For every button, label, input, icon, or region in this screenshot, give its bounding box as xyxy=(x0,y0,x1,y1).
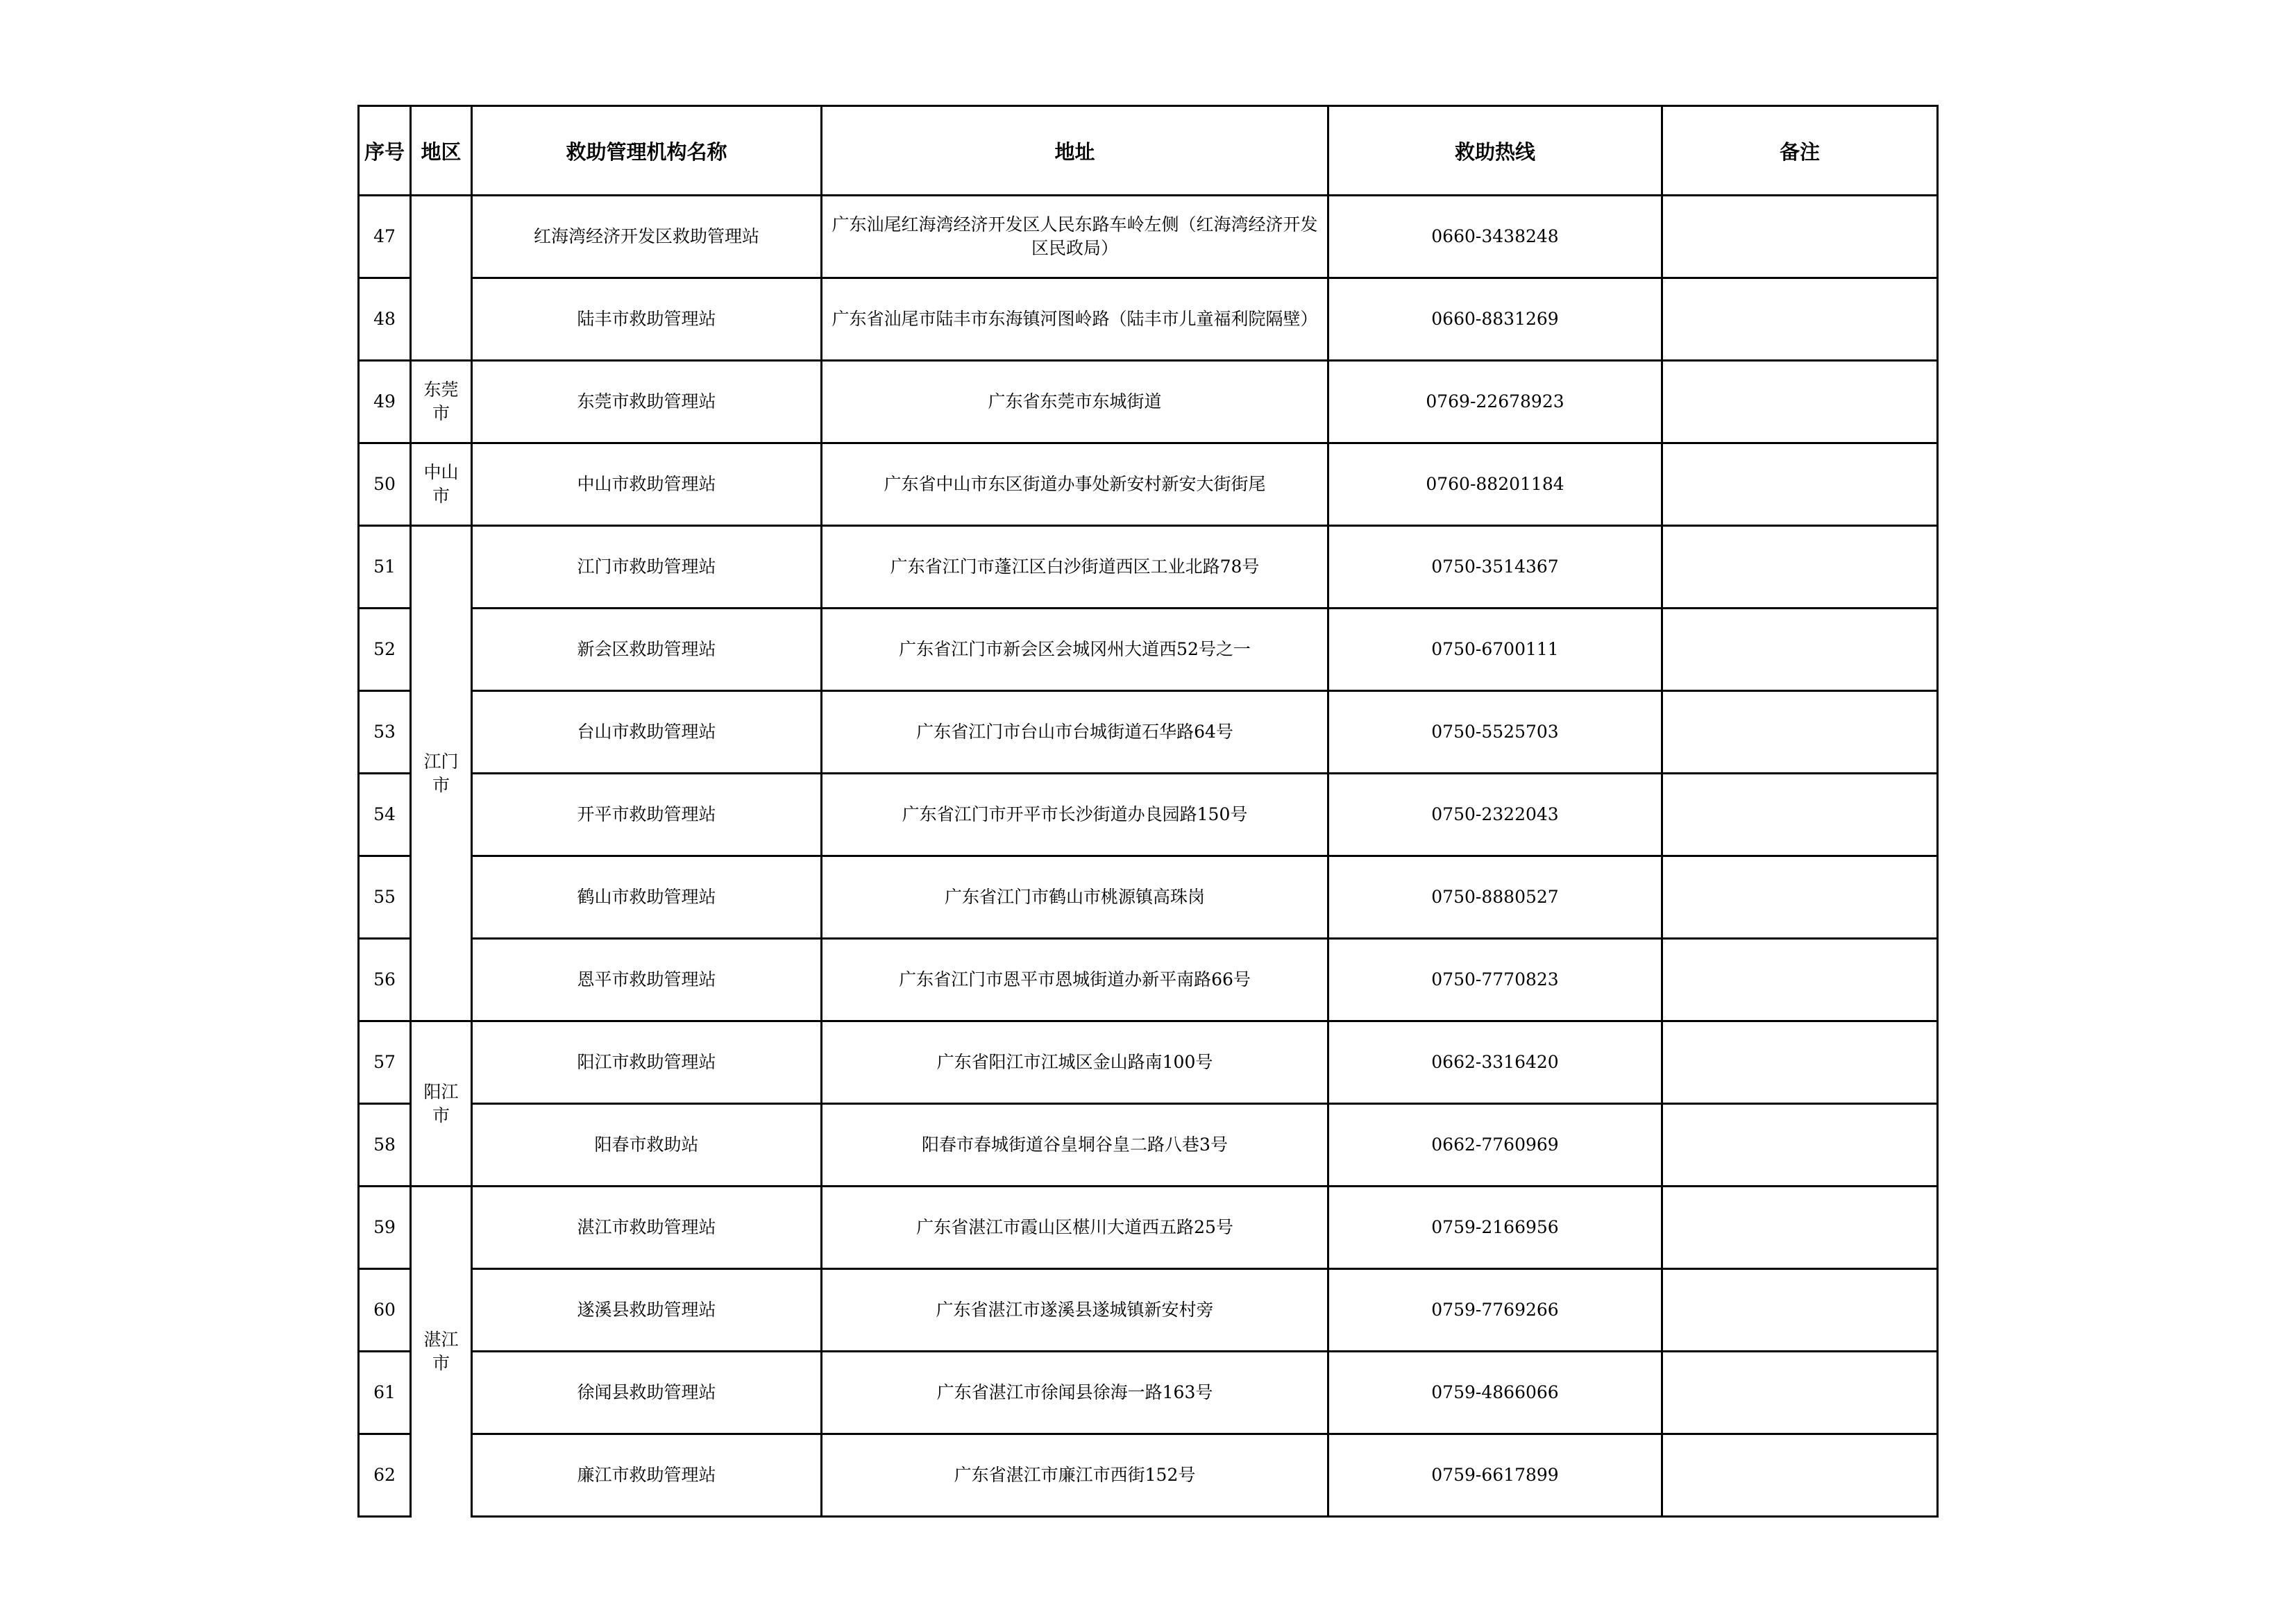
table-row xyxy=(359,526,1938,609)
row-index: 50 xyxy=(359,443,411,526)
station-remark xyxy=(1662,443,1938,526)
region-cell-zhanjiang: 湛江市 xyxy=(411,1187,472,1517)
station-name: 恩平市救助管理站 xyxy=(472,939,822,1021)
station-remark xyxy=(1662,939,1938,1021)
row-index: 54 xyxy=(359,774,411,856)
station-hotline: 0750-7770823 xyxy=(1328,939,1662,1021)
station-remark xyxy=(1662,609,1938,691)
header-address: 地址 xyxy=(822,106,1328,196)
table-row xyxy=(359,1021,1938,1104)
table-row xyxy=(359,1187,1938,1269)
table-row xyxy=(359,443,1938,526)
station-remark xyxy=(1662,856,1938,939)
station-hotline: 0662-7760969 xyxy=(1328,1104,1662,1187)
station-name: 台山市救助管理站 xyxy=(472,691,822,774)
station-name: 徐闻县救助管理站 xyxy=(472,1352,822,1434)
station-name: 阳春市救助站 xyxy=(472,1104,822,1187)
station-remark xyxy=(1662,774,1938,856)
table-row xyxy=(359,856,1938,939)
row-index: 47 xyxy=(359,196,411,278)
station-name: 红海湾经济开发区救助管理站 xyxy=(472,196,822,278)
station-hotline: 0759-2166956 xyxy=(1328,1187,1662,1269)
station-remark xyxy=(1662,526,1938,609)
station-address: 广东省湛江市徐闻县徐海一路163号 xyxy=(822,1352,1328,1434)
station-address: 广东省江门市台山市台城街道石华路64号 xyxy=(822,691,1328,774)
station-name: 遂溪县救助管理站 xyxy=(472,1269,822,1352)
station-name: 江门市救助管理站 xyxy=(472,526,822,609)
station-hotline: 0750-3514367 xyxy=(1328,526,1662,609)
row-index: 55 xyxy=(359,856,411,939)
region-cell-jiangmen: 江门市 xyxy=(411,526,472,1021)
station-hotline: 0769-22678923 xyxy=(1328,361,1662,443)
station-hotline: 0662-3316420 xyxy=(1328,1021,1662,1104)
station-address: 广东省江门市开平市长沙街道办良园路150号 xyxy=(822,774,1328,856)
station-address: 广东省江门市蓬江区白沙街道西区工业北路78号 xyxy=(822,526,1328,609)
station-remark xyxy=(1662,691,1938,774)
table-row xyxy=(359,196,1938,278)
header-name: 救助管理机构名称 xyxy=(472,106,822,196)
row-index: 59 xyxy=(359,1187,411,1269)
header-remark: 备注 xyxy=(1662,106,1938,196)
row-index: 58 xyxy=(359,1104,411,1187)
table-row xyxy=(359,1269,1938,1352)
station-name: 中山市救助管理站 xyxy=(472,443,822,526)
station-remark xyxy=(1662,1187,1938,1269)
rescue-stations-table xyxy=(357,105,1939,1518)
station-name: 湛江市救助管理站 xyxy=(472,1187,822,1269)
station-hotline: 0760-88201184 xyxy=(1328,443,1662,526)
station-address: 广东省江门市新会区会城冈州大道西52号之一 xyxy=(822,609,1328,691)
station-address: 广东汕尾红海湾经济开发区人民东路车岭左侧（红海湾经济开发区民政局） xyxy=(822,196,1328,278)
row-index: 48 xyxy=(359,278,411,361)
station-name: 陆丰市救助管理站 xyxy=(472,278,822,361)
row-index: 49 xyxy=(359,361,411,443)
station-hotline: 0750-2322043 xyxy=(1328,774,1662,856)
table-row xyxy=(359,691,1938,774)
station-address: 广东省江门市鹤山市桃源镇高珠岗 xyxy=(822,856,1328,939)
table-row xyxy=(359,774,1938,856)
station-address: 广东省江门市恩平市恩城街道办新平南路66号 xyxy=(822,939,1328,1021)
table-row xyxy=(359,361,1938,443)
station-hotline: 0660-8831269 xyxy=(1328,278,1662,361)
station-address: 广东省阳江市江城区金山路南100号 xyxy=(822,1021,1328,1104)
row-index: 57 xyxy=(359,1021,411,1104)
region-cell xyxy=(411,196,472,361)
header-hotline: 救助热线 xyxy=(1328,106,1662,196)
station-address: 广东省湛江市廉江市西街152号 xyxy=(822,1434,1328,1517)
station-address: 阳春市春城街道谷皇垌谷皇二路八巷3号 xyxy=(822,1104,1328,1187)
table-row xyxy=(359,278,1938,361)
station-hotline: 0759-4866066 xyxy=(1328,1352,1662,1434)
station-name: 廉江市救助管理站 xyxy=(472,1434,822,1517)
station-hotline: 0660-3438248 xyxy=(1328,196,1662,278)
station-name: 开平市救助管理站 xyxy=(472,774,822,856)
region-cell-dongguan: 东莞市 xyxy=(411,361,472,443)
station-hotline: 0759-7769266 xyxy=(1328,1269,1662,1352)
station-address: 广东省汕尾市陆丰市东海镇河图岭路（陆丰市儿童福利院隔壁） xyxy=(822,278,1328,361)
table-row xyxy=(359,609,1938,691)
station-hotline: 0750-5525703 xyxy=(1328,691,1662,774)
station-address: 广东省东莞市东城街道 xyxy=(822,361,1328,443)
row-index: 61 xyxy=(359,1352,411,1434)
header-region: 地区 xyxy=(411,106,472,196)
row-index: 56 xyxy=(359,939,411,1021)
row-index: 53 xyxy=(359,691,411,774)
station-remark xyxy=(1662,1434,1938,1517)
station-hotline: 0750-6700111 xyxy=(1328,609,1662,691)
row-index: 60 xyxy=(359,1269,411,1352)
station-remark xyxy=(1662,278,1938,361)
region-cell-zhongshan: 中山市 xyxy=(411,443,472,526)
station-remark xyxy=(1662,196,1938,278)
station-address: 广东省中山市东区街道办事处新安村新安大街街尾 xyxy=(822,443,1328,526)
row-index: 62 xyxy=(359,1434,411,1517)
table-row xyxy=(359,1352,1938,1434)
station-remark xyxy=(1662,1021,1938,1104)
station-remark xyxy=(1662,1104,1938,1187)
row-index: 51 xyxy=(359,526,411,609)
row-index: 52 xyxy=(359,609,411,691)
station-name: 鹤山市救助管理站 xyxy=(472,856,822,939)
table-row xyxy=(359,1104,1938,1187)
station-remark xyxy=(1662,1269,1938,1352)
table-row xyxy=(359,1434,1938,1517)
station-name: 阳江市救助管理站 xyxy=(472,1021,822,1104)
header-row xyxy=(359,106,1938,196)
station-name: 新会区救助管理站 xyxy=(472,609,822,691)
station-name: 东莞市救助管理站 xyxy=(472,361,822,443)
station-hotline: 0759-6617899 xyxy=(1328,1434,1662,1517)
station-address: 广东省湛江市遂溪县遂城镇新安村旁 xyxy=(822,1269,1328,1352)
station-hotline: 0750-8880527 xyxy=(1328,856,1662,939)
region-cell-yangjiang: 阳江市 xyxy=(411,1021,472,1187)
table-row xyxy=(359,939,1938,1021)
station-address: 广东省湛江市霞山区椹川大道西五路25号 xyxy=(822,1187,1328,1269)
station-remark xyxy=(1662,1352,1938,1434)
station-remark xyxy=(1662,361,1938,443)
header-index: 序号 xyxy=(359,106,411,196)
